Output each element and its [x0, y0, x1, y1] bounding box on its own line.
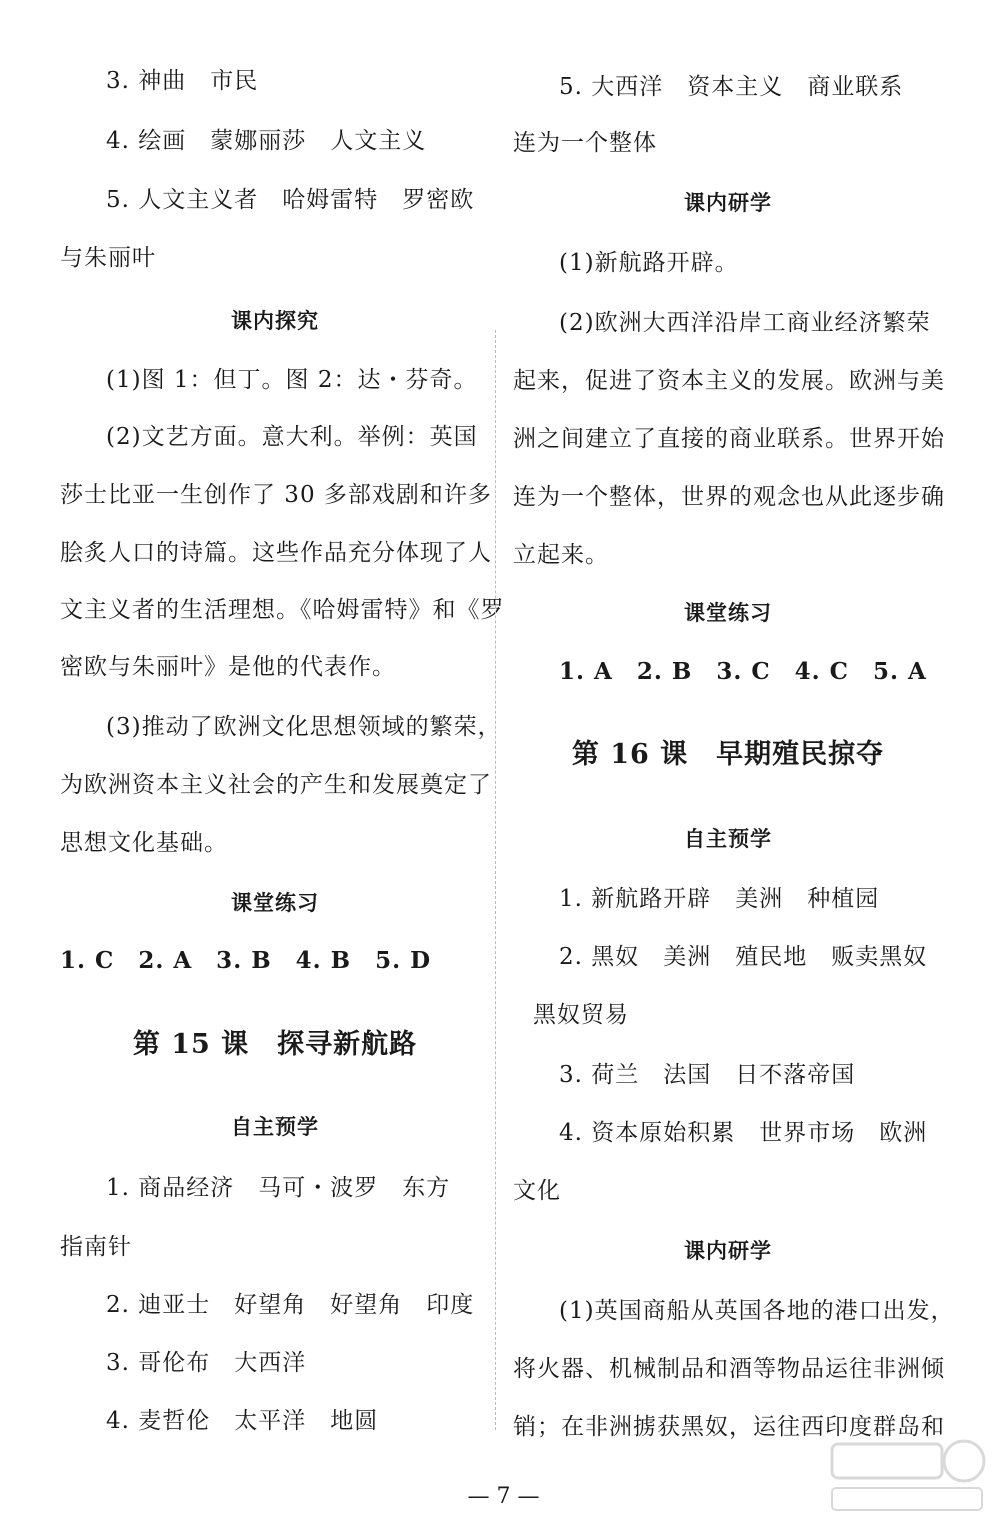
- paragraph-line: 莎士比亚一生创作了 30 多部戏剧和许多: [60, 482, 492, 508]
- section-heading-preview: 自主预学: [684, 827, 772, 851]
- lesson-title-15: 第 15 课 探寻新航路: [132, 1029, 418, 1060]
- paragraph-line: 文主义者的生活理想。《哈姆雷特》和《罗: [60, 597, 505, 623]
- answer-line: 1. 新航路开辟 美洲 种植园: [559, 886, 880, 912]
- answer-line: 黑奴贸易: [533, 1002, 629, 1028]
- section-heading-explore: 课内探究: [231, 309, 319, 333]
- paragraph-line: 密欧与朱丽叶》是他的代表作。: [60, 654, 396, 680]
- paragraph-line: 立起来。: [513, 542, 609, 568]
- answer-line: 连为一个整体: [513, 130, 657, 156]
- paragraph-line: (2)欧洲大西洋沿岸工商业经济繁荣: [559, 310, 931, 336]
- paragraph-line: (1)英国商船从英国各地的港口出发，: [559, 1298, 955, 1324]
- paragraph-line: 为欧洲资本主义社会的产生和发展奠定了: [60, 772, 492, 798]
- answer-line: 2. 迪亚士 好望角 好望角 印度: [106, 1292, 475, 1318]
- answer-line: 3. 哥伦布 大西洋: [106, 1350, 307, 1376]
- answer-line: 4. 绘画 蒙娜丽莎 人文主义: [106, 128, 427, 154]
- lesson-title-16: 第 16 课 早期殖民掠夺: [571, 739, 885, 770]
- paragraph-line: (1)图 1：但丁。图 2：达・芬奇。: [106, 367, 478, 393]
- paragraph-line: 销；在非洲掳获黑奴，运往西印度群岛和: [513, 1414, 945, 1440]
- practice-answers: 1. A 2. B 3. C 4. C 5. A: [559, 658, 927, 685]
- answer-line: 1. 商品经济 马可・波罗 东方: [106, 1175, 451, 1201]
- page-number: — 7 —: [467, 1484, 540, 1509]
- answer-line: 4. 麦哲伦 太平洋 地圆: [106, 1408, 379, 1434]
- paragraph-line: (3)推动了欧洲文化思想领域的繁荣，: [106, 714, 502, 740]
- section-heading-practice: 课堂练习: [684, 601, 772, 625]
- paragraph-line: 思想文化基础。: [60, 830, 228, 856]
- practice-answers: 1. C 2. A 3. B 4. B 5. D: [60, 947, 432, 974]
- section-heading-preview: 自主预学: [231, 1115, 319, 1139]
- paragraph-line: 连为一个整体，世界的观念也从此逐步确: [513, 484, 945, 510]
- answer-line: 与朱丽叶: [60, 245, 156, 271]
- answer-line: 文化: [513, 1178, 561, 1204]
- column-divider: [495, 330, 496, 1430]
- answer-line: 5. 人文主义者 哈姆雷特 罗密欧: [106, 187, 475, 213]
- answer-line: 4. 资本原始积累 世界市场 欧洲: [559, 1120, 928, 1146]
- paragraph-line: (2)文艺方面。意大利。举例：英国: [106, 424, 478, 450]
- answer-line: 3. 神曲 市民: [106, 68, 259, 94]
- section-heading-practice: 课堂练习: [231, 891, 319, 915]
- answer-line: 2. 黑奴 美洲 殖民地 贩卖黑奴: [559, 944, 928, 970]
- answer-line: 指南针: [60, 1234, 132, 1260]
- paragraph-line: 洲之间建立了直接的商业联系。世界开始: [513, 426, 945, 452]
- section-heading-study: 课内研学: [684, 1239, 772, 1263]
- paragraph-line: (1)新航路开辟。: [559, 250, 739, 276]
- answer-line: 3. 荷兰 法国 日不落帝国: [559, 1062, 856, 1088]
- answer-line: 5. 大西洋 资本主义 商业联系: [559, 74, 904, 100]
- paragraph-line: 起来，促进了资本主义的发展。欧洲与美: [513, 368, 945, 394]
- paragraph-line: 脍炙人口的诗篇。这些作品充分体现了人: [60, 540, 492, 566]
- section-heading-study: 课内研学: [684, 191, 772, 215]
- paragraph-line: 将火器、机械制品和酒等物品运往非洲倾: [513, 1356, 945, 1382]
- watermark-logo: [824, 1436, 989, 1516]
